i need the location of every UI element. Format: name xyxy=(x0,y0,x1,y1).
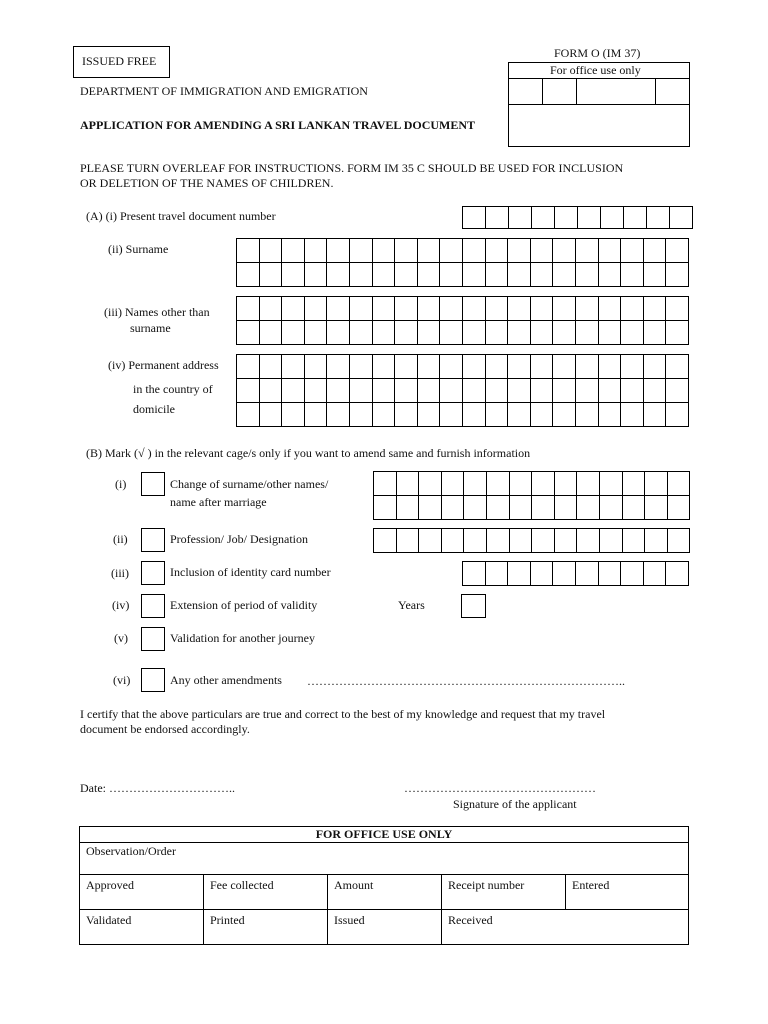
character-cell[interactable] xyxy=(508,403,531,427)
extension-checkbox[interactable] xyxy=(141,594,165,618)
character-cell[interactable] xyxy=(327,321,350,345)
character-cell[interactable] xyxy=(237,379,260,403)
other-amendments-checkbox[interactable] xyxy=(141,668,165,692)
character-cell[interactable] xyxy=(237,403,260,427)
character-cell[interactable] xyxy=(555,207,578,229)
character-cell[interactable] xyxy=(486,207,509,229)
item-v-label: Validation for another journey xyxy=(170,631,315,645)
character-cell[interactable] xyxy=(553,379,576,403)
character-cell[interactable] xyxy=(260,263,283,287)
character-cell[interactable] xyxy=(555,529,578,553)
character-cell[interactable] xyxy=(327,403,350,427)
address-label-cont-2: domicile xyxy=(133,402,175,416)
character-cell[interactable] xyxy=(509,207,532,229)
character-cell[interactable] xyxy=(555,496,578,520)
address-label-cont: in the country of xyxy=(133,382,213,396)
character-cell[interactable] xyxy=(599,403,622,427)
character-cell[interactable] xyxy=(531,355,554,379)
character-cell[interactable] xyxy=(600,529,623,553)
character-cell[interactable] xyxy=(666,263,689,287)
other-amendments-field[interactable]: …………………………………………………………………….. xyxy=(307,674,625,688)
character-cell[interactable] xyxy=(419,529,442,553)
character-cell[interactable] xyxy=(599,297,622,321)
character-cell[interactable] xyxy=(599,562,622,586)
travel-doc-number-input[interactable] xyxy=(462,206,693,229)
character-cell[interactable] xyxy=(260,321,283,345)
character-cell[interactable] xyxy=(645,472,668,496)
character-cell[interactable] xyxy=(463,321,486,345)
receipt-number-cell[interactable]: Receipt number xyxy=(442,875,566,910)
character-cell[interactable] xyxy=(282,297,305,321)
character-cell[interactable] xyxy=(374,529,397,553)
character-cell[interactable] xyxy=(601,207,624,229)
character-cell[interactable] xyxy=(599,379,622,403)
character-cell[interactable] xyxy=(282,379,305,403)
character-cell[interactable] xyxy=(237,321,260,345)
character-cell[interactable] xyxy=(440,297,463,321)
signature-label: Signature of the applicant xyxy=(453,797,577,811)
character-cell[interactable] xyxy=(666,321,689,345)
other-names-label-cont: surname xyxy=(130,321,171,335)
character-cell[interactable] xyxy=(553,355,576,379)
character-cell[interactable] xyxy=(553,321,576,345)
character-cell[interactable] xyxy=(487,496,510,520)
item-vi-label: Any other amendments xyxy=(170,673,282,687)
years-input[interactable] xyxy=(461,594,486,618)
character-cell[interactable] xyxy=(621,263,644,287)
character-cell[interactable] xyxy=(644,355,667,379)
character-cell[interactable] xyxy=(350,379,373,403)
item-vi-number: (vi) xyxy=(113,673,131,687)
character-cell[interactable] xyxy=(624,207,647,229)
character-cell[interactable] xyxy=(418,263,441,287)
character-cell[interactable] xyxy=(553,403,576,427)
character-cell[interactable] xyxy=(666,355,689,379)
character-cell[interactable] xyxy=(600,496,623,520)
character-cell[interactable] xyxy=(260,403,283,427)
character-cell[interactable] xyxy=(486,297,509,321)
section-b-intro: (B) Mark (√ ) in the relevant cage/s only if you want to amend same and furnish information xyxy=(86,446,531,460)
character-cell[interactable] xyxy=(419,496,442,520)
item-iv-label: Extension of period of validity xyxy=(170,598,318,612)
character-cell[interactable] xyxy=(668,472,691,496)
character-cell[interactable] xyxy=(666,562,689,586)
character-cell[interactable] xyxy=(623,472,646,496)
character-cell[interactable] xyxy=(666,239,689,263)
character-cell[interactable] xyxy=(395,239,418,263)
character-cell[interactable] xyxy=(442,496,465,520)
character-cell[interactable] xyxy=(397,529,420,553)
validated-cell[interactable]: Validated xyxy=(80,910,204,945)
character-cell[interactable] xyxy=(464,472,487,496)
character-cell[interactable] xyxy=(644,321,667,345)
character-cell[interactable] xyxy=(510,472,533,496)
travel-doc-number-label: (A) (i) Present travel document number xyxy=(86,209,276,223)
observation-cell[interactable]: Observation/Order xyxy=(80,843,689,875)
character-cell[interactable] xyxy=(463,403,486,427)
form-title: APPLICATION FOR AMENDING A SRI LANKAN TRAVEL DOCUMENT xyxy=(80,118,476,132)
character-cell[interactable] xyxy=(508,297,531,321)
character-cell[interactable] xyxy=(305,321,328,345)
character-cell[interactable] xyxy=(305,379,328,403)
character-cell[interactable] xyxy=(486,562,509,586)
address-label: (iv) Permanent address xyxy=(108,358,219,372)
character-cell[interactable] xyxy=(397,496,420,520)
character-cell[interactable] xyxy=(373,379,396,403)
character-cell[interactable] xyxy=(282,239,305,263)
character-cell[interactable] xyxy=(350,321,373,345)
character-cell[interactable] xyxy=(645,529,668,553)
entered-cell[interactable]: Entered xyxy=(566,875,689,910)
character-cell[interactable] xyxy=(350,239,373,263)
character-cell[interactable] xyxy=(440,321,463,345)
instructions-line-2: OR DELETION OF THE NAMES OF CHILDREN. xyxy=(80,176,334,190)
character-cell[interactable] xyxy=(305,355,328,379)
character-cell[interactable] xyxy=(373,263,396,287)
instructions-line-1: PLEASE TURN OVERLEAF FOR INSTRUCTIONS. FORM IM 35 C SHOULD BE USED FOR INCLUSION xyxy=(80,161,624,175)
character-cell[interactable] xyxy=(576,239,599,263)
approved-cell[interactable]: Approved xyxy=(80,875,204,910)
character-cell[interactable] xyxy=(553,263,576,287)
character-cell[interactable] xyxy=(463,355,486,379)
character-cell[interactable] xyxy=(576,379,599,403)
character-cell[interactable] xyxy=(508,263,531,287)
identity-card-input[interactable] xyxy=(462,561,689,586)
character-cell[interactable] xyxy=(373,239,396,263)
character-cell[interactable] xyxy=(532,496,555,520)
character-cell[interactable] xyxy=(644,562,667,586)
character-cell[interactable] xyxy=(237,263,260,287)
change-names-checkbox[interactable] xyxy=(141,472,165,496)
character-cell[interactable] xyxy=(645,496,668,520)
character-cell[interactable] xyxy=(531,403,554,427)
character-cell[interactable] xyxy=(395,379,418,403)
character-cell[interactable] xyxy=(599,263,622,287)
character-cell[interactable] xyxy=(282,355,305,379)
received-cell[interactable]: Received xyxy=(442,910,689,945)
character-cell[interactable] xyxy=(440,239,463,263)
character-cell[interactable] xyxy=(510,496,533,520)
character-cell[interactable] xyxy=(577,529,600,553)
character-cell[interactable] xyxy=(374,496,397,520)
change-names-input[interactable] xyxy=(373,471,690,520)
character-cell[interactable] xyxy=(621,562,644,586)
fee-collected-cell[interactable]: Fee collected xyxy=(204,875,328,910)
character-cell[interactable] xyxy=(487,472,510,496)
item-iii-label: Inclusion of identity card number xyxy=(170,565,331,579)
character-cell[interactable] xyxy=(555,472,578,496)
character-cell[interactable] xyxy=(531,321,554,345)
character-cell[interactable] xyxy=(508,379,531,403)
character-cell[interactable] xyxy=(463,297,486,321)
item-i-label-cont: name after marriage xyxy=(170,495,267,509)
character-cell[interactable] xyxy=(644,379,667,403)
character-cell[interactable] xyxy=(305,263,328,287)
permanent-address-input[interactable] xyxy=(236,354,689,427)
character-cell[interactable] xyxy=(440,355,463,379)
character-cell[interactable] xyxy=(463,562,486,586)
issued-cell[interactable]: Issued xyxy=(328,910,442,945)
item-iv-number: (iv) xyxy=(112,598,130,612)
item-iii-number: (iii) xyxy=(111,566,129,580)
signature-field[interactable]: ………………………………………… xyxy=(404,781,596,795)
character-cell[interactable] xyxy=(260,239,283,263)
character-cell[interactable] xyxy=(373,321,396,345)
character-cell[interactable] xyxy=(237,239,260,263)
character-cell[interactable] xyxy=(486,355,509,379)
character-cell[interactable] xyxy=(532,207,555,229)
office-table-heading: FOR OFFICE USE ONLY xyxy=(80,827,689,843)
character-cell[interactable] xyxy=(600,472,623,496)
character-cell[interactable] xyxy=(553,297,576,321)
character-cell[interactable] xyxy=(373,403,396,427)
character-cell[interactable] xyxy=(350,263,373,287)
character-cell[interactable] xyxy=(327,263,350,287)
character-cell[interactable] xyxy=(305,239,328,263)
character-cell[interactable] xyxy=(532,472,555,496)
character-cell[interactable] xyxy=(327,239,350,263)
character-cell[interactable] xyxy=(327,355,350,379)
office-use-label: For office use only xyxy=(550,63,641,77)
character-cell[interactable] xyxy=(666,379,689,403)
identity-card-checkbox[interactable] xyxy=(141,561,165,585)
character-cell[interactable] xyxy=(418,239,441,263)
character-cell[interactable] xyxy=(576,403,599,427)
character-cell[interactable] xyxy=(644,297,667,321)
character-cell[interactable] xyxy=(647,207,670,229)
item-ii-label: Profession/ Job/ Designation xyxy=(170,532,308,546)
character-cell[interactable] xyxy=(577,472,600,496)
character-cell[interactable] xyxy=(532,529,555,553)
character-cell[interactable] xyxy=(440,263,463,287)
character-cell[interactable] xyxy=(621,355,644,379)
character-cell[interactable] xyxy=(644,239,667,263)
character-cell[interactable] xyxy=(282,263,305,287)
character-cell[interactable] xyxy=(464,529,487,553)
character-cell[interactable] xyxy=(666,403,689,427)
character-cell[interactable] xyxy=(623,529,646,553)
character-cell[interactable] xyxy=(463,207,486,229)
surname-input[interactable] xyxy=(236,238,689,287)
item-i-number: (i) xyxy=(115,477,127,491)
years-label: Years xyxy=(398,598,425,612)
other-names-input[interactable] xyxy=(236,296,689,345)
character-cell[interactable] xyxy=(374,472,397,496)
character-cell[interactable] xyxy=(553,562,576,586)
character-cell[interactable] xyxy=(397,472,420,496)
character-cell[interactable] xyxy=(418,403,441,427)
character-cell[interactable] xyxy=(463,263,486,287)
character-cell[interactable] xyxy=(486,379,509,403)
character-cell[interactable] xyxy=(531,263,554,287)
character-cell[interactable] xyxy=(670,207,693,229)
amount-cell[interactable]: Amount xyxy=(328,875,442,910)
character-cell[interactable] xyxy=(395,355,418,379)
character-cell[interactable] xyxy=(418,297,441,321)
character-cell[interactable] xyxy=(395,263,418,287)
character-cell[interactable] xyxy=(237,297,260,321)
character-cell[interactable] xyxy=(395,403,418,427)
character-cell[interactable] xyxy=(327,379,350,403)
character-cell[interactable] xyxy=(418,379,441,403)
character-cell[interactable] xyxy=(486,239,509,263)
character-cell[interactable] xyxy=(508,355,531,379)
character-cell[interactable] xyxy=(440,403,463,427)
surname-label: (ii) Surname xyxy=(108,242,169,256)
character-cell[interactable] xyxy=(418,321,441,345)
profession-checkbox[interactable] xyxy=(141,528,165,552)
character-cell[interactable] xyxy=(576,297,599,321)
character-cell[interactable] xyxy=(350,355,373,379)
character-cell[interactable] xyxy=(531,297,554,321)
character-cell[interactable] xyxy=(419,472,442,496)
character-cell[interactable] xyxy=(621,297,644,321)
character-cell[interactable] xyxy=(442,472,465,496)
character-cell[interactable] xyxy=(599,239,622,263)
character-cell[interactable] xyxy=(508,239,531,263)
profession-input[interactable] xyxy=(373,528,690,553)
character-cell[interactable] xyxy=(668,529,691,553)
character-cell[interactable] xyxy=(464,496,487,520)
character-cell[interactable] xyxy=(442,529,465,553)
character-cell[interactable] xyxy=(395,321,418,345)
character-cell[interactable] xyxy=(418,355,441,379)
character-cell[interactable] xyxy=(486,321,509,345)
character-cell[interactable] xyxy=(508,562,531,586)
item-ii-number: (ii) xyxy=(113,532,128,546)
validation-checkbox[interactable] xyxy=(141,627,165,651)
character-cell[interactable] xyxy=(666,297,689,321)
character-cell[interactable] xyxy=(531,379,554,403)
character-cell[interactable] xyxy=(644,403,667,427)
character-cell[interactable] xyxy=(373,297,396,321)
character-cell[interactable] xyxy=(350,297,373,321)
character-cell[interactable] xyxy=(531,562,554,586)
certification-line-2: document be endorsed accordingly. xyxy=(80,722,250,736)
printed-cell[interactable]: Printed xyxy=(204,910,328,945)
character-cell[interactable] xyxy=(576,562,599,586)
character-cell[interactable] xyxy=(463,379,486,403)
item-i-label: Change of surname/other names/ xyxy=(170,477,329,491)
other-names-label: (iii) Names other than xyxy=(104,305,210,319)
character-cell[interactable] xyxy=(576,355,599,379)
character-cell[interactable] xyxy=(463,239,486,263)
character-cell[interactable] xyxy=(327,297,350,321)
character-cell[interactable] xyxy=(260,355,283,379)
issued-free-label: ISSUED FREE xyxy=(82,54,157,68)
character-cell[interactable] xyxy=(578,207,601,229)
form-number: FORM O (IM 37) xyxy=(554,46,641,60)
character-cell[interactable] xyxy=(282,403,305,427)
office-use-table xyxy=(79,826,689,945)
item-v-number: (v) xyxy=(114,631,128,645)
character-cell[interactable] xyxy=(576,321,599,345)
character-cell[interactable] xyxy=(577,496,600,520)
character-cell[interactable] xyxy=(487,529,510,553)
character-cell[interactable] xyxy=(621,403,644,427)
character-cell[interactable] xyxy=(282,321,305,345)
character-cell[interactable] xyxy=(305,403,328,427)
character-cell[interactable] xyxy=(644,263,667,287)
character-cell[interactable] xyxy=(237,355,260,379)
character-cell[interactable] xyxy=(486,263,509,287)
character-cell[interactable] xyxy=(350,403,373,427)
character-cell[interactable] xyxy=(508,321,531,345)
character-cell[interactable] xyxy=(621,379,644,403)
character-cell[interactable] xyxy=(373,355,396,379)
character-cell[interactable] xyxy=(260,379,283,403)
character-cell[interactable] xyxy=(621,239,644,263)
department-name: DEPARTMENT OF IMMIGRATION AND EMIGRATION xyxy=(80,84,368,98)
character-cell[interactable] xyxy=(510,529,533,553)
character-cell[interactable] xyxy=(305,297,328,321)
date-field[interactable]: Date: ………………………….. xyxy=(80,781,235,795)
character-cell[interactable] xyxy=(668,496,691,520)
character-cell[interactable] xyxy=(599,355,622,379)
character-cell[interactable] xyxy=(260,297,283,321)
character-cell[interactable] xyxy=(599,321,622,345)
character-cell[interactable] xyxy=(531,239,554,263)
character-cell[interactable] xyxy=(576,263,599,287)
character-cell[interactable] xyxy=(621,321,644,345)
character-cell[interactable] xyxy=(553,239,576,263)
character-cell[interactable] xyxy=(623,496,646,520)
character-cell[interactable] xyxy=(395,297,418,321)
character-cell[interactable] xyxy=(486,403,509,427)
certification-line-1: I certify that the above particulars are true and correct to the best of my knowledge and request that my travel xyxy=(80,707,606,721)
character-cell[interactable] xyxy=(440,379,463,403)
